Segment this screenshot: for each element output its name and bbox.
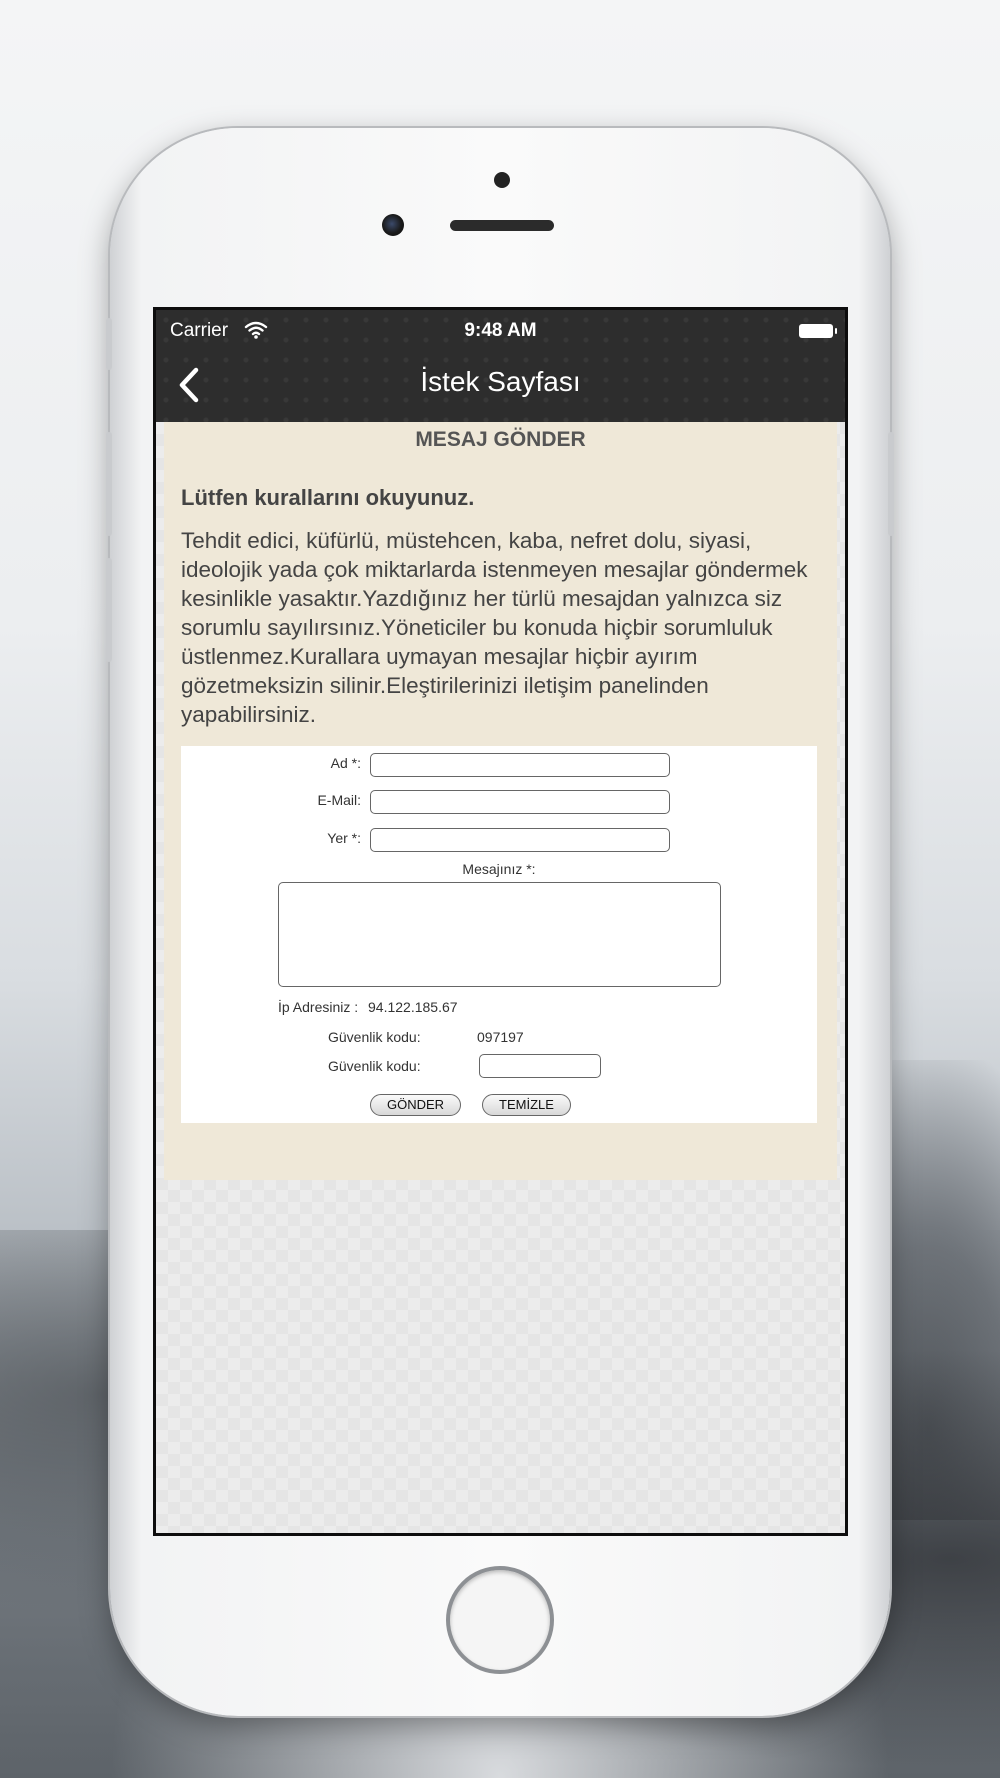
email-input[interactable]	[370, 790, 670, 814]
status-time: 9:48 AM	[464, 320, 537, 341]
security-code-value: 097197	[477, 1029, 524, 1045]
message-label: Mesajınız *:	[462, 861, 536, 877]
navigation-bar	[156, 310, 845, 422]
message-form	[181, 746, 817, 1123]
clear-button[interactable]: TEMİZLE	[482, 1094, 571, 1116]
content-area	[156, 422, 845, 1533]
rules-text: Tehdit edici, küfürlü, müstehcen, kaba, nefret dolu, siyasi, ideolojik yada çok miktarlarda istenmeyen mesajlar göndermek kesinlikle yasaktır.Yazdığınız her türlü mesajdan yalnızca siz sorumlu sayılırsınız.Yöneticiler bu konuda hiçbir sorumluluk üstlenmez.Kurallara uymayan mesajlar hiçbir ayırım gözetmeksizin silinir.Eleştirilerinizi iletişim panelinden yapabilirsiniz.	[181, 528, 808, 727]
security-input-label: Güvenlik kodu:	[328, 1058, 421, 1074]
earpiece-speaker	[450, 220, 554, 231]
front-camera-icon	[382, 214, 404, 236]
location-input[interactable]	[370, 828, 670, 852]
phone-screen	[153, 307, 848, 1536]
email-label: E-Mail:	[317, 792, 361, 808]
security-code-label: Güvenlik kodu:	[328, 1029, 421, 1045]
panel-title: MESAJ GÖNDER	[415, 428, 586, 451]
message-panel	[164, 422, 837, 1180]
security-code-input[interactable]	[479, 1054, 601, 1078]
volume-down-button	[106, 558, 112, 662]
location-label: Yer *:	[327, 830, 361, 846]
name-label: Ad *:	[330, 755, 361, 771]
carrier-label: Carrier	[170, 320, 229, 341]
page-title: İstek Sayfası	[420, 366, 581, 397]
home-button[interactable]	[446, 1566, 554, 1674]
power-button	[888, 432, 894, 536]
ip-label: İp Adresiniz :	[278, 999, 359, 1015]
rules-heading: Lütfen kurallarını okuyunuz.	[181, 485, 475, 510]
name-input[interactable]	[370, 753, 670, 777]
ip-value: 94.122.185.67	[368, 999, 458, 1015]
proximity-sensor	[494, 172, 510, 188]
volume-up-button	[106, 432, 112, 536]
battery-icon	[799, 324, 833, 338]
submit-button[interactable]: GÖNDER	[370, 1094, 461, 1116]
mute-switch	[106, 318, 112, 370]
message-textarea[interactable]	[278, 882, 721, 987]
